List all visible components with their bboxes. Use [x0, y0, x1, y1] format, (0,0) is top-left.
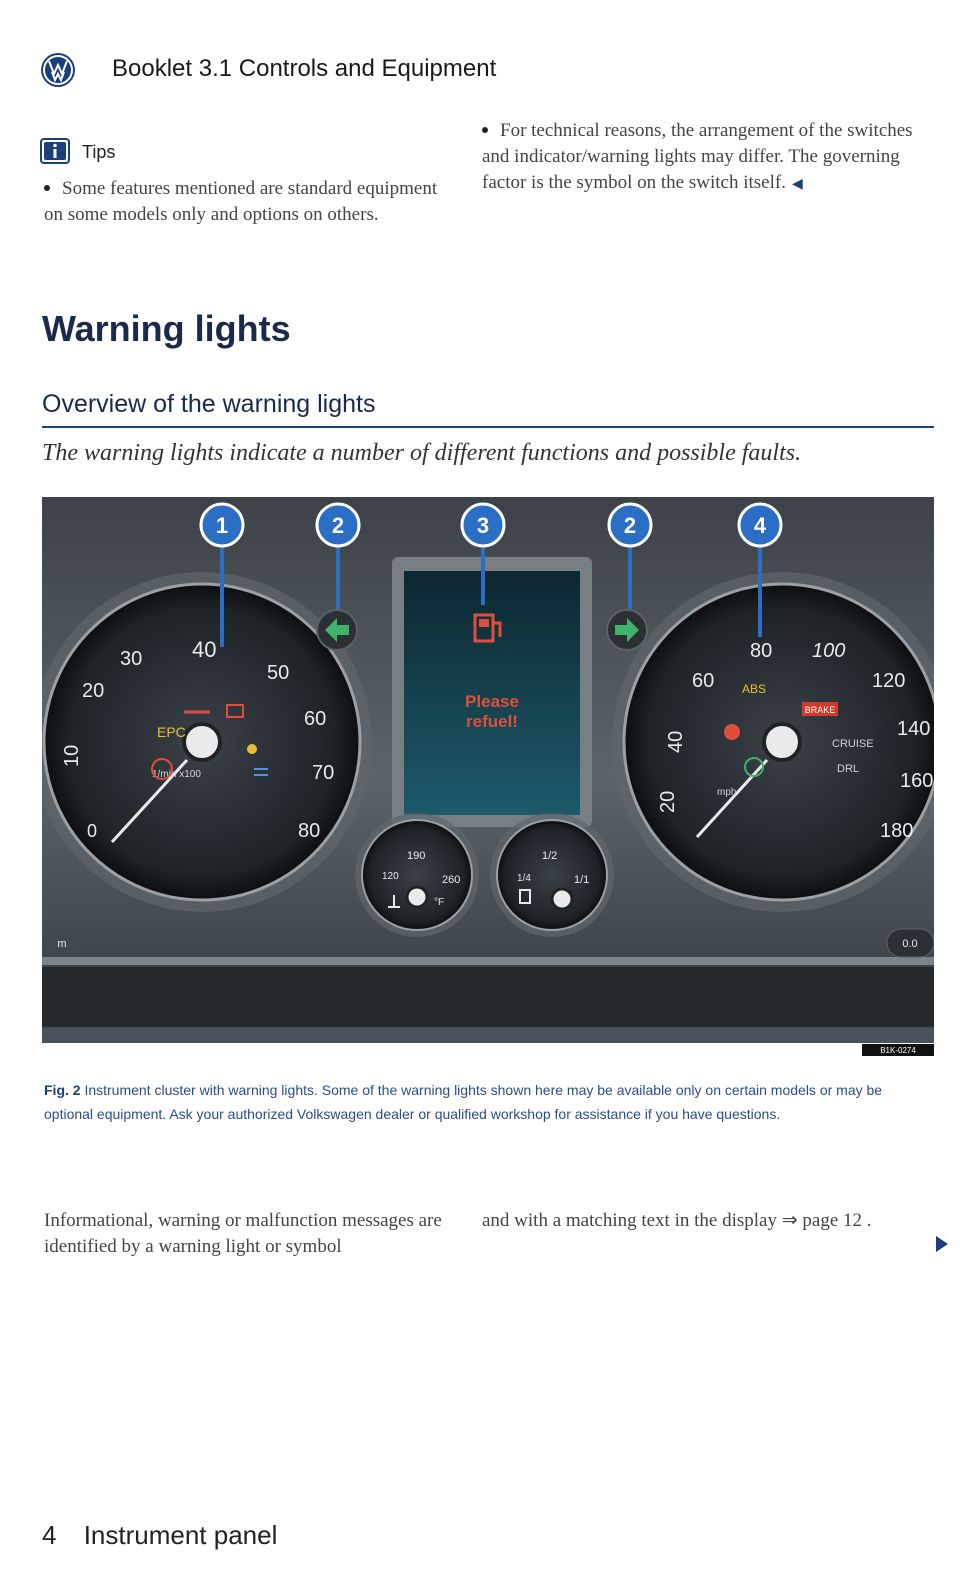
- page-number: 4: [42, 1520, 57, 1550]
- note-text: For technical reasons, the arrangement of the switches and indicator/warning lights may differ. The governing factor is the symbol on the switch itself.: [482, 120, 913, 193]
- note-paragraph: [482, 118, 932, 198]
- subsection-rule: [42, 426, 934, 428]
- speedo-tick-180: 180: [880, 820, 914, 842]
- callout-2-left-label: 2: [331, 513, 345, 538]
- tacho-tick-80: 80: [298, 820, 321, 842]
- speedo-tick-120: 120: [872, 670, 906, 692]
- temp-right: 260: [442, 874, 461, 886]
- coolant-temp-gauge: [355, 813, 479, 937]
- instrument-cluster-figure: [42, 497, 934, 1057]
- callout-1-label: 1: [215, 513, 229, 538]
- tacho-tick-0: 0: [87, 821, 98, 841]
- intro-text: The warning lights indicate a number of different functions and possible faults.: [42, 440, 802, 466]
- speedo-tick-160: 160: [900, 770, 934, 792]
- callout-3-label: 3: [476, 513, 490, 538]
- info-icon: [40, 138, 70, 164]
- speedo-tick-100: 100: [812, 640, 846, 662]
- caption-label: Fig. 2: [44, 1082, 81, 1098]
- speedo-unit: mph: [717, 787, 737, 798]
- tacho-tick-10: 10: [61, 744, 83, 767]
- figure-caption: [44, 1078, 934, 1126]
- display-line-1: Please: [465, 692, 519, 711]
- figure-id: B1K-0274: [880, 1046, 916, 1055]
- tacho-tick-20: 20: [82, 680, 105, 702]
- footer-title: Instrument panel: [83, 1520, 278, 1550]
- tips-paragraph: [44, 176, 454, 228]
- cruise-light: CRUISE: [832, 738, 874, 750]
- section-title: Warning lights: [42, 308, 291, 349]
- tacho-tick-30: 30: [120, 648, 143, 670]
- booklet-label: Booklet 3.1: [112, 55, 233, 82]
- temp-left: 120: [382, 871, 399, 882]
- epc-light: EPC: [157, 724, 186, 740]
- brake-light: BRAKE: [804, 705, 836, 715]
- fog-light-icon: [247, 744, 257, 754]
- fuel-mid: 1/2: [542, 850, 558, 862]
- end-marker-icon: ◀: [791, 177, 803, 192]
- tips-text: Some features mentioned are standard equipment on some models only and options on others.: [44, 178, 438, 225]
- tips-heading: Tips: [82, 142, 116, 162]
- tacho-tick-50: 50: [267, 662, 290, 684]
- seatbelt-icon: [724, 724, 740, 740]
- speedo-tick-60: 60: [692, 670, 715, 692]
- header-title: [112, 55, 496, 83]
- callout-2-right-label: 2: [623, 513, 637, 538]
- body-left-paragraph: Informational, warning or malfunction messages are identified by a warning light or symbol: [44, 1210, 442, 1257]
- temp-unit: °F: [434, 897, 445, 908]
- caption-text: Instrument cluster with warning lights. Some of the warning lights shown here may be available only on certain models or may be optional equipment. Ask your authorized Volkswagen dealer or qualified workshop for assistance if you have questions.: [44, 1082, 883, 1122]
- tacho-tick-40: 40: [192, 637, 217, 662]
- body-right-paragraph: and with a matching text in the display ⇒ page 12 .: [482, 1210, 872, 1231]
- continue-arrow-icon: [936, 1236, 948, 1252]
- bullet-icon: [482, 127, 488, 133]
- fuel-gauge: [490, 813, 614, 937]
- drl-light: DRL: [837, 763, 860, 775]
- speedo-tick-140: 140: [897, 718, 931, 740]
- bullet-icon: [44, 185, 50, 191]
- speedo-tick-40: 40: [665, 730, 687, 753]
- trip-button-label: m: [57, 938, 67, 950]
- speedo-tick-80: 80: [750, 640, 773, 662]
- tacho-tick-60: 60: [304, 708, 327, 730]
- abs-light: ABS: [742, 682, 767, 696]
- tacho-tick-70: 70: [312, 762, 335, 784]
- speedo-tick-20: 20: [657, 790, 679, 813]
- odometer-value: 0.0: [902, 938, 918, 950]
- fuel-left: 1/4: [517, 873, 531, 884]
- callout-4-label: 4: [753, 513, 767, 538]
- temp-mid: 190: [407, 850, 426, 862]
- chapter-title: Controls and Equipment: [238, 55, 497, 82]
- display-line-2: refuel!: [466, 712, 518, 731]
- fuel-right: 1/1: [574, 874, 590, 886]
- subsection-title: Overview of the warning lights: [42, 390, 376, 418]
- tacho-unit: 1/min x100: [152, 769, 201, 780]
- vw-logo-icon: [40, 52, 76, 88]
- page-footer: [42, 1520, 277, 1551]
